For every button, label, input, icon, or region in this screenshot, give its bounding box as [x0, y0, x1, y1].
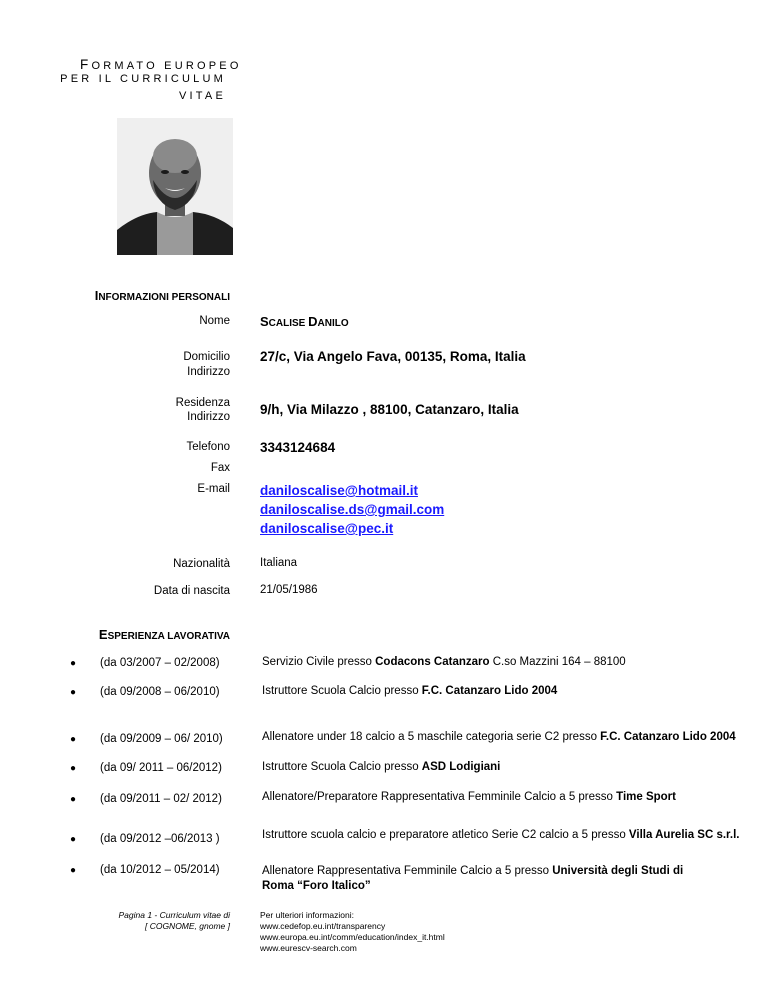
email-link-hotmail[interactable]: daniloscalise@hotmail.it	[260, 483, 418, 498]
label-nascita: Data di nascita	[153, 585, 230, 597]
nazionalita-value: Italiana	[260, 557, 298, 569]
experience-period: (da 09/2009 – 06/ 2010)	[100, 733, 223, 745]
email-list	[260, 481, 444, 538]
footer-page-info	[119, 910, 231, 932]
residenza-value: 9/h, Via Milazzo , 88100, Catanzaro, Italia	[260, 402, 519, 417]
bullet-icon: ●	[70, 734, 77, 745]
footer-info-label: Per ulteriori informazioni:	[260, 910, 355, 920]
experience-period: (da 09/2011 – 02/ 2012)	[100, 793, 222, 805]
experience-description: Servizio Civile presso Codacons Catanzaro C.so Mazzini 164 – 88100	[262, 656, 626, 668]
label-domicilio: Domicilio	[183, 351, 230, 363]
experience-description: Istruttore Scuola Calcio presso F.C. Catanzaro Lido 2004	[262, 685, 558, 697]
telefono-value: 3343124684	[260, 440, 336, 455]
name-value: SCALISE DANILO	[260, 314, 349, 329]
experience-period: (da 10/2012 – 05/2014)	[100, 864, 220, 876]
label-nazionalita: Nazionalità	[173, 558, 230, 570]
footer-link[interactable]: www.europa.eu.int/comm/education/index_it.html	[260, 932, 445, 942]
section-heading-personal: INFORMAZIONI PERSONALI	[94, 288, 230, 303]
email-link-pec[interactable]: daniloscalise@pec.it	[260, 521, 394, 536]
section-heading-experience: ESPERIENZA LAVORATIVA	[98, 627, 230, 642]
label-indirizzo: Indirizzo	[187, 366, 230, 378]
bullet-icon: ●	[70, 794, 77, 805]
experience-period: (da 09/2008 – 06/2010)	[100, 686, 220, 698]
experience-description: Allenatore under 18 calcio a 5 maschile categoria serie C2 presso F.C. Catanzaro Lido 2004	[262, 731, 736, 743]
bullet-icon: ●	[70, 658, 77, 669]
footer-link[interactable]: www.eurescv-search.com	[260, 943, 357, 953]
bullet-icon: ●	[70, 687, 77, 698]
experience-description: Istruttore scuola calcio e preparatore atletico Serie C2 calcio a 5 presso Villa Aurelia SC s.r.l.	[262, 829, 740, 841]
cv-format-title-line1: FORMATO EUROPEO	[80, 57, 242, 72]
bullet-icon: ●	[70, 865, 77, 876]
experience-description: Allenatore Rappresentativa Femminile Calcio a 5 presso Università degli Studi di Roma “Foro Italico”	[262, 865, 684, 892]
footer-name-placeholder: [ COGNOME, gnome ]	[144, 921, 230, 931]
experience-period: (da 03/2007 – 02/2008)	[100, 657, 220, 669]
experience-description: Istruttore Scuola Calcio presso ASD Lodigiani	[262, 761, 501, 773]
label-residenza: Residenza	[175, 397, 230, 409]
cv-format-title-line2: PER IL CURRICULUM	[60, 73, 226, 85]
nascita-value: 21/05/1986	[260, 584, 318, 596]
label-email: E-mail	[197, 483, 230, 495]
experience-period: (da 09/2012 –06/2013 )	[100, 833, 220, 845]
footer-links	[260, 910, 445, 954]
domicilio-value: 27/c, Via Angelo Fava, 00135, Roma, Italia	[260, 349, 526, 364]
label-telefono: Telefono	[186, 441, 230, 453]
label-fax: Fax	[210, 462, 230, 474]
email-link-gmail[interactable]: daniloscalise.ds@gmail.com	[260, 502, 445, 517]
label-indirizzo-residenza: Indirizzo	[187, 411, 230, 423]
cv-format-title-line3: VITAE	[179, 90, 226, 102]
bullet-icon: ●	[70, 834, 77, 845]
profile-photo	[117, 118, 233, 255]
bullet-icon: ●	[70, 763, 77, 774]
label-nome: Nome	[199, 315, 230, 327]
footer-link[interactable]: www.cedefop.eu.int/transparency	[260, 921, 386, 931]
experience-description: Allenatore/Preparatore Rappresentativa Femminile Calcio a 5 presso Time Sport	[262, 791, 676, 803]
footer-page-number: Pagina 1 - Curriculum vitae di	[118, 910, 230, 920]
experience-period: (da 09/ 2011 – 06/2012)	[100, 762, 222, 774]
